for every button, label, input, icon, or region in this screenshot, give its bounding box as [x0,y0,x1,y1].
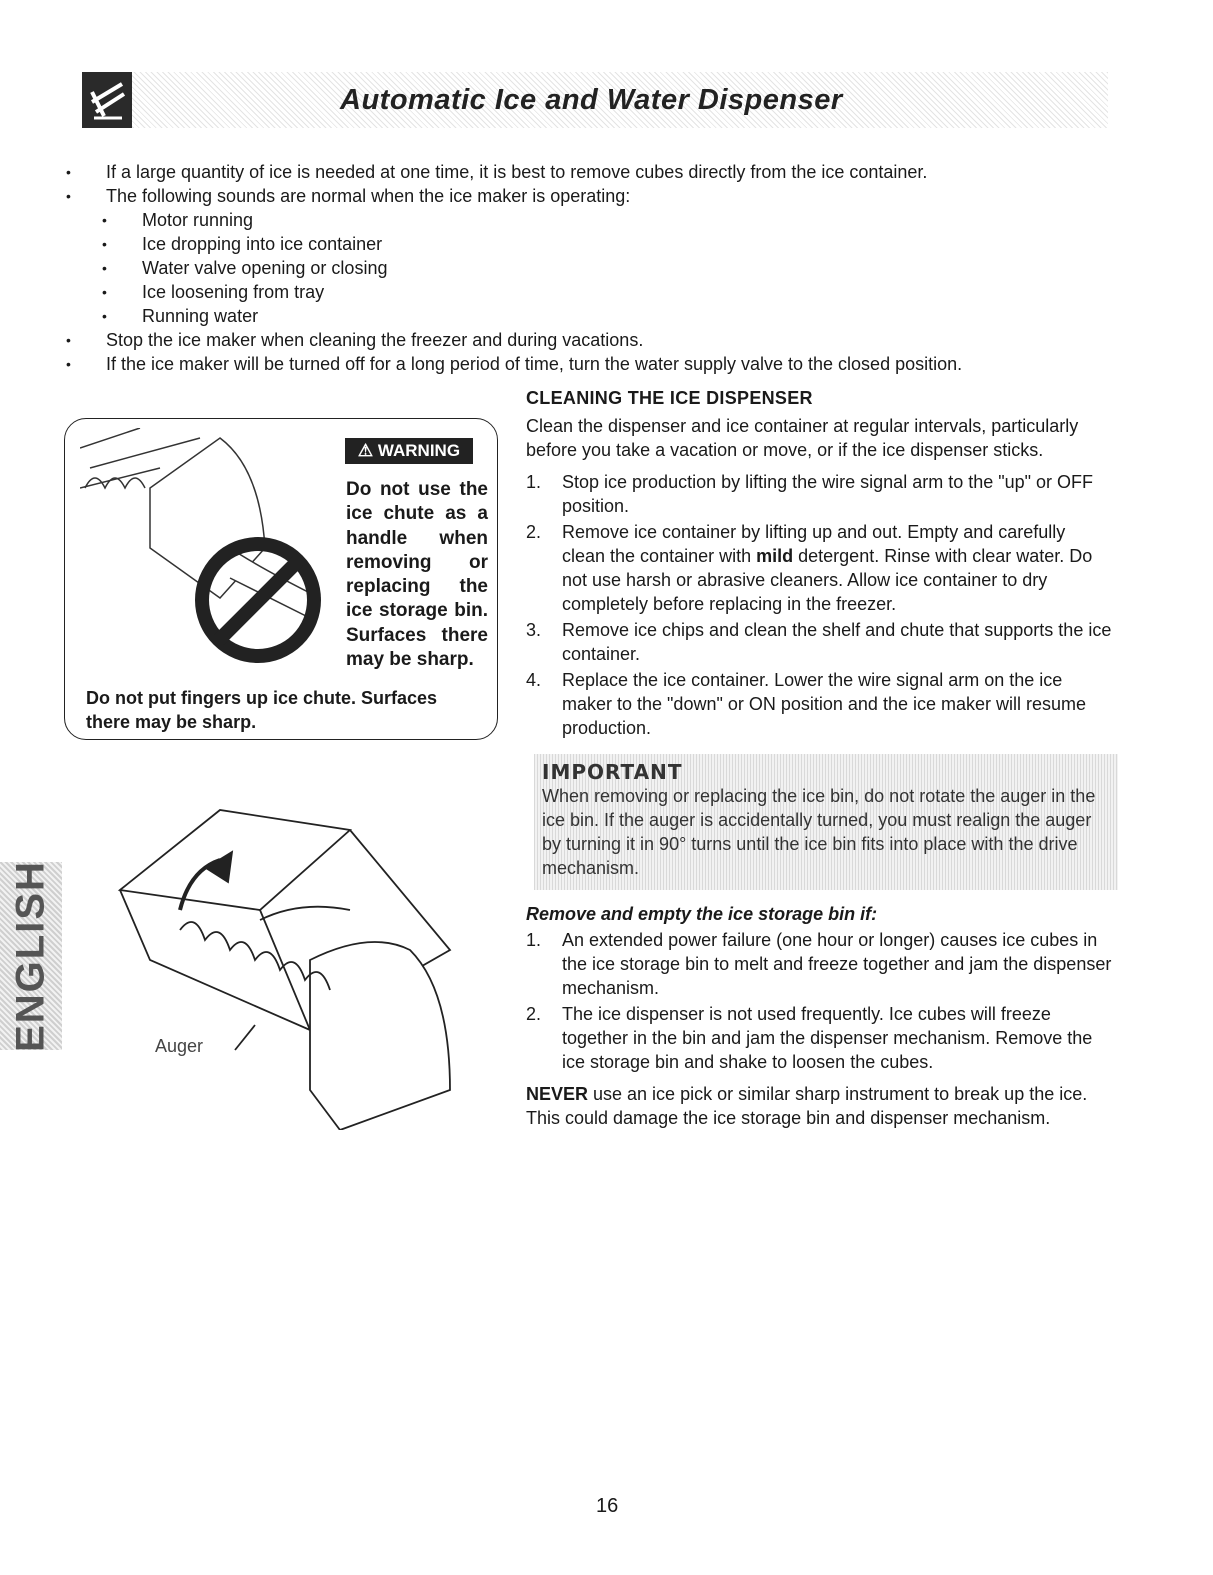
list-item: • Stop the ice maker when cleaning the freezer and during vacations. [66,328,1166,352]
important-title: IMPORTANT [542,760,683,784]
important-text: When removing or replacing the ice bin, do not rotate the auger in the ice bin. If the auger is accidentally turned, you must realign the auger by turning it in 90° turns until the ice bin fits into place with the drive mechanism. [542,786,1096,878]
step-item: 1. An extended power failure (one hour or longer) causes ice cubes in the ice storage bin to melt and freeze together and jam the dispenser mechanism. [526,930,1112,998]
sub-list-item: • Motor running [66,208,1166,232]
auger-illustration [110,790,470,1130]
cleaning-intro: Clean the dispenser and ice container at regular intervals, particularly before you take a vacation or move, or if the ice dispenser sticks. [526,416,1079,460]
list-item: • If the ice maker will be turned off for a long period of time, turn the water supply valve to the closed position. [66,352,1166,376]
sub-list-item: • Ice loosening from tray [66,280,1166,304]
auger-label: Auger [155,1036,204,1056]
remove-list [526,928,1112,1074]
list-item: • If a large quantity of ice is needed at one time, it is best to remove cubes directly from the ice container. [66,160,1166,184]
ice-chute-illustration [80,428,342,678]
never-warning: NEVER use an ice pick or similar sharp instrument to break up the ice. This could damage the ice storage bin and dispenser mechanism. [526,1084,1088,1128]
list-item: • The following sounds are normal when the ice maker is operating: [66,184,1166,208]
sub-list-item: • Running water [66,304,1166,328]
warning-caption: Do not put fingers up ice chute. Surfaces there may be sharp. [86,688,438,732]
step-item: 4. Replace the ice container. Lower the wire signal arm on the ice maker to the "down" or ON position and the ice maker will resume production. [526,670,1087,738]
section-heading: CLEANING THE ICE DISPENSER [526,388,813,408]
step-item: 2. The ice dispenser is not used frequently. Ice cubes will freeze together in the bin and jam the dispenser mechanism. Remove the ice storage bin and shake to loosen the cubes. [526,1004,1093,1072]
important-notice [534,754,1118,890]
cleaning-steps [526,470,1112,740]
sub-list-item: • Water valve opening or closing [66,256,1166,280]
remove-heading: Remove and empty the ice storage bin if: [526,904,878,924]
step-item: 1. Stop ice production by lifting the wire signal arm to the "up" or OFF position. [526,472,1094,516]
page-title: Automatic Ice and Water Dispenser [340,84,843,116]
warning-text: Do not use the ice chute as a handle when removing or replacing the ice storage bin. Surfaces there may be sharp. [346,479,488,671]
cleaning-section [526,386,1112,1130]
warning-badge: ⚠ WARNING [345,438,473,464]
step-item: 3. Remove ice chips and clean the shelf and chute that supports the ice container. [526,620,1112,664]
step-item: 2. Remove ice container by lifting up and out. Empty and carefully clean the container with mild detergent. Rinse with clear water. Do not use harsh or abrasive cleaners. Allow ice container to dry completely before replacing in the freezer. [526,522,1093,614]
language-tab-label: ENGLISH [8,860,53,1052]
snowflake-icon [82,72,132,128]
intro-bullets [66,160,1166,376]
page-number: 16 [596,1495,619,1517]
sub-list-item: • Ice dropping into ice container [66,232,1166,256]
